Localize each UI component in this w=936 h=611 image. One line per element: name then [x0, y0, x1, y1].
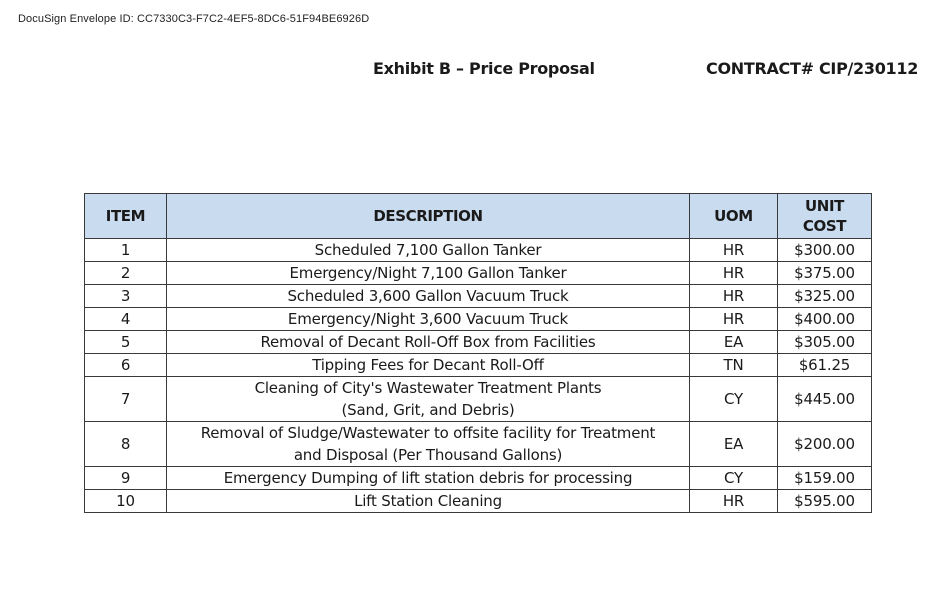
- table-row: [85, 490, 872, 513]
- cell-uom: HR: [690, 262, 778, 285]
- cell-item: 3: [85, 285, 167, 308]
- envelope-id: DocuSign Envelope ID: CC7330C3-F7C2-4EF5-8DC6-51F94BE6926D: [18, 13, 370, 25]
- description-line: Tipping Fees for Decant Roll-Off: [312, 356, 544, 374]
- column-header-unit-cost-line1: UNIT: [805, 197, 844, 215]
- cell-item: 8: [85, 422, 167, 467]
- cell-unit-cost: $200.00: [778, 422, 872, 467]
- column-header-description: DESCRIPTION: [167, 194, 690, 239]
- table-row: [85, 308, 872, 331]
- description-line: Scheduled 7,100 Gallon Tanker: [314, 241, 542, 259]
- cell-description: [167, 377, 690, 422]
- contract-number: CONTRACT# CIP/230112: [706, 59, 919, 78]
- cell-description: [167, 239, 690, 262]
- description-line: Removal of Sludge/Wastewater to offsite facility for Treatment: [200, 424, 656, 442]
- column-header-item: ITEM: [85, 194, 167, 239]
- description-line: Removal of Decant Roll-Off Box from Facilities: [260, 333, 596, 351]
- cell-uom: CY: [690, 377, 778, 422]
- table-row: [85, 331, 872, 354]
- table-row: [85, 262, 872, 285]
- cell-item: 1: [85, 239, 167, 262]
- description-line: Emergency Dumping of lift station debris for processing: [223, 469, 633, 487]
- cell-item: 2: [85, 262, 167, 285]
- cell-description: [167, 331, 690, 354]
- cell-item: 7: [85, 377, 167, 422]
- cell-description: [167, 285, 690, 308]
- cell-uom: HR: [690, 490, 778, 513]
- cell-unit-cost: $445.00: [778, 377, 872, 422]
- cell-description: [167, 308, 690, 331]
- cell-uom: HR: [690, 285, 778, 308]
- cell-unit-cost: $300.00: [778, 239, 872, 262]
- description-line: (Sand, Grit, and Debris): [341, 401, 515, 419]
- cell-item: 9: [85, 467, 167, 490]
- cell-description: [167, 262, 690, 285]
- cell-uom: CY: [690, 467, 778, 490]
- cell-unit-cost: $400.00: [778, 308, 872, 331]
- cell-description: [167, 490, 690, 513]
- cell-unit-cost: $325.00: [778, 285, 872, 308]
- description-line: and Disposal (Per Thousand Gallons): [293, 446, 563, 464]
- cell-item: 10: [85, 490, 167, 513]
- cell-uom: EA: [690, 331, 778, 354]
- table-row: [85, 467, 872, 490]
- table-row: [85, 285, 872, 308]
- column-header-unit-cost-line2: COST: [802, 217, 847, 235]
- cell-uom: TN: [690, 354, 778, 377]
- cell-uom: HR: [690, 239, 778, 262]
- description-line: Lift Station Cleaning: [354, 492, 502, 510]
- cell-item: 5: [85, 331, 167, 354]
- column-header-unit-cost: [778, 194, 872, 239]
- cell-description: [167, 422, 690, 467]
- cell-unit-cost: $375.00: [778, 262, 872, 285]
- description-line: Emergency/Night 7,100 Gallon Tanker: [289, 264, 567, 282]
- cell-uom: HR: [690, 308, 778, 331]
- cell-uom: EA: [690, 422, 778, 467]
- description-line: Cleaning of City's Wastewater Treatment Plants: [254, 379, 602, 397]
- table-row: [85, 422, 872, 467]
- column-header-uom: UOM: [690, 194, 778, 239]
- table-header-row: [85, 194, 872, 239]
- table-body: [85, 239, 872, 513]
- table-row: [85, 239, 872, 262]
- cell-unit-cost: $61.25: [778, 354, 872, 377]
- cell-item: 4: [85, 308, 167, 331]
- cell-unit-cost: $159.00: [778, 467, 872, 490]
- cell-unit-cost: $305.00: [778, 331, 872, 354]
- description-line: Scheduled 3,600 Gallon Vacuum Truck: [287, 287, 569, 305]
- exhibit-title: Exhibit B – Price Proposal: [373, 59, 595, 78]
- price-proposal-table: [84, 193, 872, 513]
- cell-description: [167, 467, 690, 490]
- cell-unit-cost: $595.00: [778, 490, 872, 513]
- cell-description: [167, 354, 690, 377]
- table-row: [85, 377, 872, 422]
- cell-item: 6: [85, 354, 167, 377]
- table-row: [85, 354, 872, 377]
- description-line: Emergency/Night 3,600 Vacuum Truck: [287, 310, 569, 328]
